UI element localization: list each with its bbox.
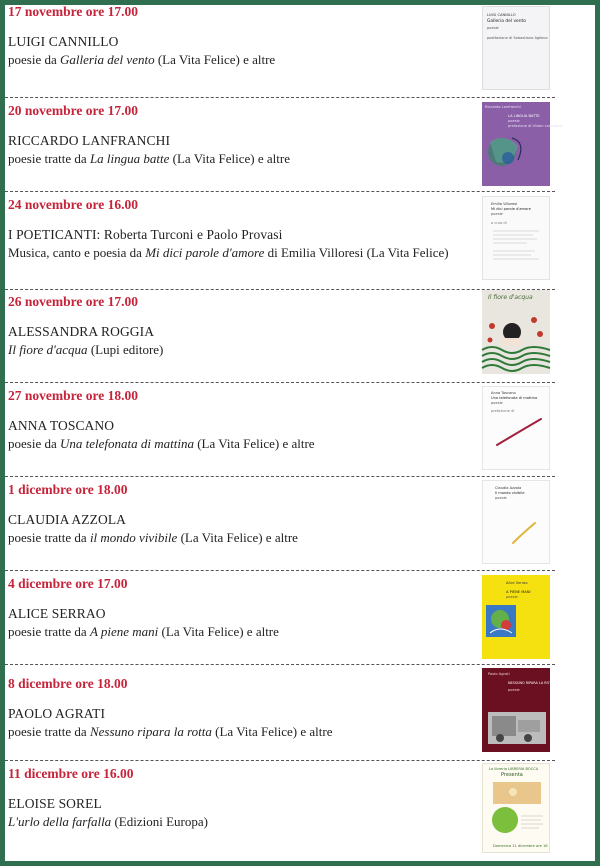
book-title: Una telefonata di mattina bbox=[59, 436, 194, 451]
cover-subtitle: poesie bbox=[491, 401, 503, 405]
book-cover bbox=[482, 196, 550, 280]
cover-illustration bbox=[482, 575, 550, 659]
cover-author: Riccardo Lanfranchi bbox=[485, 105, 521, 109]
cover-subtitle: poesie bbox=[491, 212, 503, 216]
desc-text: poesie tratte da bbox=[8, 151, 90, 166]
event-description bbox=[8, 724, 333, 740]
book-title: il mondo vivibile bbox=[89, 530, 178, 545]
separator bbox=[5, 760, 555, 761]
cover-author: Claudia Azzola bbox=[495, 486, 522, 490]
event-author: I POETICANTI: Roberta Turconi e Paolo Provasi bbox=[8, 227, 283, 242]
poster-date: Domenica 11 dicembre ore 16 bbox=[493, 844, 548, 848]
book-title: Mi dici parole d'amore bbox=[145, 245, 265, 260]
event-author: ALICE SERRAO bbox=[8, 606, 106, 621]
desc-text: (La Vita Felice) e altre bbox=[169, 151, 291, 166]
cover-note: prefazione di Vivian Lamarque bbox=[508, 124, 563, 128]
cover-title: Galleria del vento bbox=[487, 19, 526, 24]
book-cover bbox=[482, 6, 550, 90]
cover-author: LUIGI CANNILLO bbox=[487, 13, 516, 17]
desc-text: (La Vita Felice) e altre bbox=[158, 624, 279, 639]
cover-text-lines bbox=[483, 197, 551, 281]
separator bbox=[5, 97, 555, 98]
event-author: ELOISE SOREL bbox=[8, 796, 102, 811]
cover-subtitle: poesie bbox=[508, 119, 520, 123]
poster-title: Presenta bbox=[501, 772, 523, 778]
cover-note: a cura di bbox=[491, 221, 507, 225]
desc-text: (La Vita Felice) e altre bbox=[177, 530, 298, 545]
cover-illustration bbox=[482, 668, 550, 752]
cover-note: postfazione di Sebastiano Aglieco bbox=[487, 36, 548, 40]
event-date: 1 dicembre ore 18.00 bbox=[8, 482, 128, 497]
desc-text: poesie tratte da bbox=[8, 530, 90, 545]
event-item bbox=[5, 676, 556, 758]
desc-text: (La Vita Felice) e altre bbox=[193, 436, 315, 451]
desc-text: poesie da bbox=[8, 52, 60, 67]
cover-author: Paolo Agrati bbox=[488, 672, 510, 676]
book-title: Galleria del vento bbox=[59, 52, 155, 67]
book-title: Il fiore d'acqua bbox=[8, 342, 88, 357]
poster-illustration bbox=[483, 764, 551, 854]
book-title: Nessuno ripara la rotta bbox=[89, 724, 212, 739]
separator bbox=[5, 289, 555, 290]
event-date: 8 dicembre ore 18.00 bbox=[8, 676, 128, 691]
desc-text: poesie tratte da bbox=[8, 724, 90, 739]
separator bbox=[5, 570, 555, 571]
separator bbox=[5, 382, 555, 383]
separator bbox=[5, 664, 555, 665]
desc-text: (Edizioni Europa) bbox=[111, 814, 208, 829]
cover-subtitle: poesie bbox=[506, 595, 518, 599]
desc-text: (La Vita Felice) e altre bbox=[211, 724, 333, 739]
separator bbox=[5, 476, 555, 477]
separator bbox=[5, 191, 555, 192]
book-title: La lingua batte bbox=[89, 151, 170, 166]
book-cover bbox=[482, 575, 550, 659]
cover-illustration bbox=[482, 102, 550, 186]
cover-author: Emilia Villoresi bbox=[491, 202, 518, 206]
book-cover bbox=[482, 668, 556, 752]
event-description bbox=[8, 624, 279, 640]
cover-title: Mi dici parole d'amore bbox=[491, 207, 531, 211]
cover-subtitle: poesie bbox=[487, 26, 499, 30]
cover-title: NESSUNO RIPARA LA ROTTA bbox=[508, 681, 556, 685]
desc-text: (Lupi editore) bbox=[87, 342, 164, 357]
cover-author: Alice Serrao bbox=[506, 581, 528, 585]
desc-text: Musica, canto e poesia da bbox=[8, 245, 146, 260]
cover-title: Il mondo vivibile bbox=[495, 491, 525, 495]
cover-illustration bbox=[483, 387, 551, 471]
event-author: ANNA TOSCANO bbox=[8, 418, 115, 433]
book-title: L'urlo della farfalla bbox=[8, 814, 112, 829]
event-date: 4 dicembre ore 17.00 bbox=[8, 576, 128, 591]
cover-author: Anna Toscano bbox=[491, 391, 516, 395]
book-cover bbox=[482, 290, 550, 374]
book-title: A piene mani bbox=[89, 624, 159, 639]
event-author: RICCARDO LANFRANCHI bbox=[8, 133, 171, 148]
event-description bbox=[8, 436, 315, 452]
cover-subtitle: poesie bbox=[495, 496, 507, 500]
event-description bbox=[8, 151, 290, 167]
event-date: 24 novembre ore 16.00 bbox=[8, 197, 138, 212]
cover-title: Il fiore d'acqua bbox=[488, 294, 533, 301]
event-author: LUIGI CANNILLO bbox=[8, 34, 119, 49]
event-description bbox=[8, 814, 208, 830]
event-item bbox=[5, 576, 553, 664]
book-cover bbox=[482, 102, 563, 186]
cover-note: prefazione di bbox=[491, 409, 515, 413]
event-item bbox=[5, 482, 553, 570]
event-description bbox=[8, 530, 298, 546]
event-date: 26 novembre ore 17.00 bbox=[8, 294, 138, 309]
book-cover bbox=[482, 386, 550, 470]
event-poster bbox=[482, 763, 550, 853]
cover-title: LA LINGUA BATTE bbox=[508, 114, 540, 118]
event-item bbox=[5, 103, 553, 191]
event-date: 11 dicembre ore 16.00 bbox=[8, 766, 134, 781]
event-item bbox=[5, 197, 553, 289]
event-author: CLAUDIA AZZOLA bbox=[8, 512, 127, 527]
event-description bbox=[8, 52, 275, 68]
cover-subtitle: poesie bbox=[508, 688, 520, 692]
poster-header: La libreria LIBRERIA BOCCA bbox=[489, 767, 539, 771]
desc-text: poesie da bbox=[8, 436, 60, 451]
event-item bbox=[5, 766, 553, 856]
event-description bbox=[8, 342, 163, 358]
event-date: 17 novembre ore 17.00 bbox=[8, 4, 138, 19]
event-author: ALESSANDRA ROGGIA bbox=[8, 324, 155, 339]
desc-text: poesie tratte da bbox=[8, 624, 90, 639]
event-description bbox=[8, 245, 449, 261]
event-date: 20 novembre ore 17.00 bbox=[8, 103, 138, 118]
cover-title: Una telefonata di mattina bbox=[491, 396, 538, 400]
event-item bbox=[5, 388, 553, 476]
book-cover bbox=[482, 480, 550, 564]
desc-text: di Emilia Villoresi (La Vita Felice) bbox=[264, 245, 449, 260]
event-item bbox=[5, 4, 553, 97]
event-author: PAOLO AGRATI bbox=[8, 706, 106, 721]
cover-illustration bbox=[482, 290, 550, 374]
event-item bbox=[5, 294, 553, 382]
event-date: 27 novembre ore 18.00 bbox=[8, 388, 138, 403]
desc-text: (La Vita Felice) e altre bbox=[154, 52, 276, 67]
cover-illustration bbox=[483, 481, 551, 565]
cover-title: A PIENE MANI bbox=[506, 590, 531, 594]
